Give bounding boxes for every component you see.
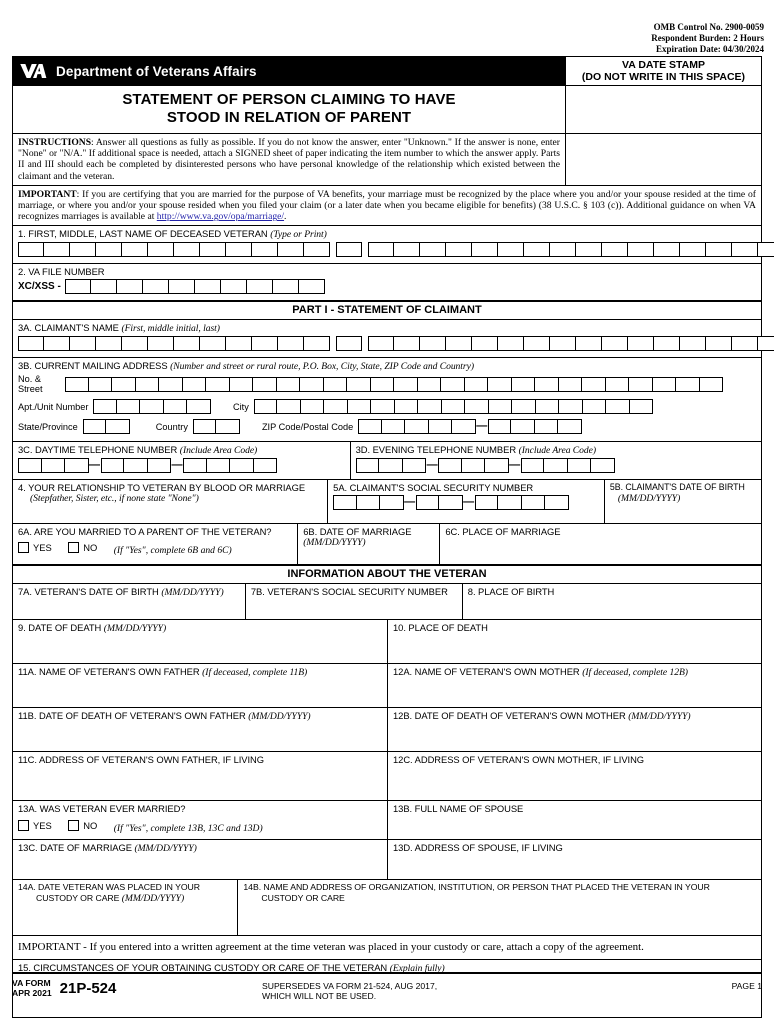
field-5b-entry-area[interactable]	[610, 504, 757, 518]
field-13b-label: 13B. FULL NAME OF SPOUSE	[393, 803, 524, 815]
field-9-label: 9. DATE OF DEATH	[18, 622, 102, 634]
field-6b-date-of-marriage	[297, 524, 439, 564]
field-12b-hint: (MM/DD/YYYY)	[628, 711, 691, 723]
claimant-ssn-serial-input[interactable]	[475, 495, 569, 510]
evening-phone-area-input[interactable]	[356, 458, 427, 473]
field-11a-caption	[18, 666, 383, 678]
field-4-label: 4. YOUR RELATIONSHIP TO VETERAN BY BLOOD OR MARRIAGE	[18, 482, 306, 494]
footer-va-form-line2: APR 2021	[12, 988, 52, 998]
field-13a-no-option[interactable]	[68, 820, 97, 831]
field-13a-options	[18, 814, 383, 836]
field-7a-label: 7A. VETERAN'S DATE OF BIRTH	[18, 586, 159, 598]
field-13d-label: 13D. ADDRESS OF SPOUSE, IF LIVING	[393, 842, 563, 854]
veteran-info-banner: INFORMATION ABOUT THE VETERAN	[13, 565, 761, 584]
address-apt-city-row	[18, 397, 757, 417]
field-13a-yes-label: YES	[33, 820, 52, 832]
field-5b-claimant-dob	[604, 480, 761, 523]
field-7b-label: 7B. VETERAN'S SOCIAL SECURITY NUMBER	[250, 586, 448, 598]
va-file-prefix: XC/XSS -	[18, 281, 61, 293]
form-title	[13, 86, 565, 133]
field-6a-hint: (If "Yes", complete 6B and 6C)	[113, 545, 232, 557]
veteran-middle-initial-input[interactable]	[336, 242, 362, 257]
field-13b-entry-area[interactable]	[393, 814, 757, 836]
field-14a-label-line1: 14A. DATE VETERAN WAS PLACED IN YOUR	[18, 882, 200, 893]
field-3d-label: 3D. EVENING TELEPHONE NUMBER	[355, 444, 517, 456]
field-11a-label: 11A. NAME OF VETERAN'S OWN FATHER	[18, 666, 200, 678]
field-3a-claimant-name	[13, 320, 761, 357]
date-stamp-note: (DO NOT WRITE IN THIS SPACE)	[581, 71, 746, 83]
checkbox-icon[interactable]	[68, 820, 79, 831]
field-13c-caption	[18, 842, 383, 854]
field-14b-placing-organization	[237, 880, 761, 935]
field-3d-hint: (Include Area Code)	[518, 445, 596, 457]
field-12c-entry-area[interactable]	[393, 765, 757, 797]
field-14a-entry-area[interactable]	[18, 904, 233, 932]
important-marriage-note	[13, 186, 761, 227]
field-row-6	[13, 524, 761, 565]
field-6c-label: 6C. PLACE OF MARRIAGE	[445, 526, 561, 538]
field-9-hint: (MM/DD/YYYY)	[103, 623, 167, 635]
instructions-text	[13, 134, 565, 185]
field-12a-caption	[393, 666, 757, 678]
field-12b-caption	[393, 710, 757, 722]
field-row-3c-3d	[13, 442, 761, 480]
address-state-country-zip-row	[18, 417, 757, 437]
field-3c-hint: (Include Area Code)	[179, 445, 258, 457]
field-13c-entry-area[interactable]	[18, 854, 383, 876]
field-7a-veteran-dob	[13, 584, 245, 619]
field-13c-hint: (MM/DD/YYYY)	[134, 843, 197, 855]
field-3b-mailing-address	[13, 358, 761, 441]
field-12a-hint: (If deceased, complete 12B)	[582, 667, 688, 679]
field-2-va-file-number	[13, 264, 761, 300]
important-body-2: .	[284, 211, 287, 223]
field-14b-label-line2: CUSTODY OR CARE	[261, 893, 345, 904]
field-7a-entry-area[interactable]	[18, 598, 241, 616]
agency-banner	[13, 57, 565, 85]
field-12a-veteran-mother-name	[387, 664, 761, 707]
country-label: Country	[155, 421, 188, 432]
field-6a-options	[18, 537, 293, 558]
apt-unit-input[interactable]	[93, 399, 211, 414]
field-14a-custody-date	[13, 880, 237, 935]
city-input[interactable]	[254, 399, 654, 414]
field-6b-entry-area[interactable]	[303, 548, 435, 558]
state-province-input[interactable]	[83, 419, 130, 434]
veteran-first-name-input[interactable]	[18, 242, 330, 257]
field-row-13a-13b	[13, 801, 761, 840]
va-seal-icon	[19, 62, 47, 80]
claimant-ssn-area-input[interactable]	[333, 495, 404, 510]
expiration-date: Expiration Date: 04/30/2024	[656, 44, 764, 54]
footer-va-form-label	[12, 978, 52, 998]
field-1-hint: (Type or Print)	[270, 229, 327, 241]
zip-plus4-input[interactable]	[488, 419, 582, 434]
field-11b-caption	[18, 710, 383, 722]
field-3c-comb-row	[18, 456, 346, 476]
field-6a-yes-option[interactable]	[18, 542, 52, 553]
field-12c-label: 12C. ADDRESS OF VETERAN'S OWN MOTHER, IF LIVING	[393, 754, 645, 766]
state-label: State/Province	[18, 421, 78, 432]
zip-code-input[interactable]	[358, 419, 476, 434]
field-row-1	[13, 226, 761, 264]
field-6a-no-label: NO	[83, 542, 98, 554]
apt-label: Apt./Unit Number	[18, 401, 89, 412]
street-label	[18, 374, 60, 394]
field-row-4-5a-5b	[13, 480, 761, 524]
important-custody-row	[13, 936, 761, 960]
instructions-label: INSTRUCTIONS	[18, 137, 92, 148]
daytime-phone-line-input[interactable]	[183, 458, 277, 473]
city-label: City	[232, 401, 249, 412]
field-6b-hint: (MM/DD/YYYY)	[303, 537, 366, 549]
field-7b-veteran-ssn	[245, 584, 462, 619]
field-13b-spouse-name	[387, 801, 761, 839]
claimant-last-name-input[interactable]	[368, 336, 774, 351]
field-5b-label: 5B. CLAIMANT'S DATE OF BIRTH	[609, 482, 745, 493]
field-row-3a	[13, 320, 761, 358]
country-input[interactable]	[193, 419, 240, 434]
field-12b-label: 12B. DATE OF DEATH OF VETERAN'S OWN MOTHER	[393, 710, 626, 722]
important-custody-text: IMPORTANT - If you entered into a written agreement at the time veteran was placed in your custody or care, attach a copy of the agreement.	[18, 941, 644, 954]
street-address-input[interactable]	[65, 377, 723, 392]
field-row-2	[13, 264, 761, 301]
address-street-row	[18, 372, 757, 397]
field-1-label: 1. FIRST, MIDDLE, LAST NAME OF DECEASED VETERAN	[18, 228, 268, 240]
field-10-place-of-death	[387, 620, 761, 663]
field-3c-daytime-phone	[13, 442, 350, 479]
field-8-label: 8. PLACE OF BIRTH	[467, 586, 555, 598]
va-date-stamp-header	[565, 57, 761, 85]
field-14a-hint: (MM/DD/YYYY)	[121, 893, 185, 905]
field-3d-caption	[356, 444, 757, 456]
checkbox-icon[interactable]	[18, 820, 29, 831]
footer-supersedes-line1: SUPERSEDES VA FORM 21-524, AUG 2017,	[262, 981, 438, 991]
field-13d-entry-area[interactable]	[393, 853, 757, 875]
field-3c-label: 3C. DAYTIME TELEPHONE NUMBER	[18, 444, 178, 456]
field-3a-comb-row	[18, 334, 757, 354]
field-13c-label: 13C. DATE OF MARRIAGE	[18, 842, 132, 854]
checkbox-icon[interactable]	[68, 542, 79, 553]
field-3b-caption	[18, 360, 757, 372]
field-11c-entry-area[interactable]	[18, 765, 383, 797]
field-10-entry-area[interactable]	[393, 633, 757, 659]
field-3b-label: 3B. CURRENT MAILING ADDRESS	[18, 360, 168, 372]
field-12b-mother-date-of-death	[387, 708, 761, 751]
field-9-caption	[18, 622, 383, 634]
evening-phone-prefix-input[interactable]	[438, 458, 509, 473]
instructions-row	[13, 134, 761, 186]
footer-supersedes	[132, 978, 732, 1001]
field-15-hint: (Explain fully)	[389, 963, 445, 975]
field-6c-place-of-marriage	[439, 524, 761, 564]
omb-control-number: OMB Control No. 2900-0059	[653, 22, 764, 32]
field-11a-entry-area[interactable]	[18, 678, 383, 704]
field-3a-caption	[18, 322, 757, 334]
footer-form-number: 21P-524	[59, 980, 117, 997]
field-12c-mother-address	[387, 752, 761, 800]
field-6a-no-option[interactable]	[68, 542, 97, 553]
masthead	[13, 57, 761, 86]
field-10-label: 10. PLACE OF DEATH	[393, 622, 488, 634]
important-body-1: : If you are certifying that you are married for the purpose of VA benefits, your marriage must be recognized by the place where you and/or your spouse resided at the time of marriage, or where you and/or your spouse resided when you filed your claim (or a later date when you became eligible for benefits) (38 U.S.C. § 103 (c)). Additional guidance on when VA recognizes marriages is available at	[18, 188, 756, 223]
title-band	[13, 86, 761, 134]
field-1-comb-row	[18, 240, 757, 260]
field-1-deceased-veteran-name	[13, 226, 761, 263]
field-14b-label-line1: 14B. NAME AND ADDRESS OF ORGANIZATION, INSTITUTION, OR PERSON THAT PLACED THE VETERAN IN YOUR	[243, 882, 710, 893]
field-5a-claimant-ssn	[327, 480, 604, 523]
date-stamp-area-upper	[565, 86, 761, 133]
field-13a-hint: (If "Yes", complete 13B, 13C and 13D)	[113, 823, 263, 835]
field-7a-hint: (MM/DD/YYYY)	[161, 587, 224, 599]
form-title-line1: STATEMENT OF PERSON CLAIMING TO HAVE	[122, 91, 456, 108]
marriage-guidance-link[interactable]: http://www.va.gov/opa/marriage/	[156, 211, 285, 223]
street-label-line1: No. &	[18, 374, 41, 385]
respondent-burden: Respondent Burden: 2 Hours	[651, 33, 764, 43]
agency-name: Department of Veterans Affairs	[56, 63, 257, 79]
field-11b-father-date-of-death	[13, 708, 387, 751]
field-6c-entry-area[interactable]	[445, 537, 757, 561]
field-2-comb-row	[18, 277, 757, 297]
checkbox-icon[interactable]	[18, 542, 29, 553]
field-11b-hint: (MM/DD/YYYY)	[248, 711, 311, 723]
field-4-relationship	[13, 480, 327, 523]
field-12a-entry-area[interactable]	[393, 678, 757, 704]
field-11b-entry-area[interactable]	[18, 722, 383, 748]
field-4-hint: (Stepfather, Sister, etc., if none state "None")	[30, 493, 199, 505]
field-11c-label: 11C. ADDRESS OF VETERAN'S OWN FATHER, IF LIVING	[18, 754, 265, 766]
field-15-label: 15. CIRCUMSTANCES OF YOUR OBTAINING CUSTODY OR CARE OF THE VETERAN	[18, 962, 388, 974]
form-body	[12, 56, 762, 1018]
page-footer	[12, 972, 762, 1001]
field-13a-veteran-ever-married	[13, 801, 387, 839]
field-13d-spouse-address	[387, 840, 761, 879]
veteran-last-name-input[interactable]	[368, 242, 774, 257]
field-5b-hint: (MM/DD/YYYY)	[617, 493, 681, 505]
footer-supersedes-line2: WHICH WILL NOT BE USED.	[262, 991, 377, 1001]
field-7a-caption	[18, 586, 241, 598]
field-row-7-8	[13, 584, 761, 620]
field-row-11c-12c	[13, 752, 761, 801]
evening-phone-line-input[interactable]	[521, 458, 615, 473]
field-11c-father-address	[13, 752, 387, 800]
field-6a-married-to-parent	[13, 524, 297, 564]
important-label: IMPORTANT	[18, 188, 77, 200]
field-row-11b-12b	[13, 708, 761, 752]
field-5a-label: 5A. CLAIMANT'S SOCIAL SECURITY NUMBER	[333, 482, 534, 494]
field-3c-caption	[18, 444, 346, 456]
ssn-dash-2: —	[463, 496, 475, 509]
daytime-phone-dash-2: —	[171, 459, 183, 472]
field-3d-evening-phone	[350, 442, 761, 479]
field-3d-comb-row	[356, 456, 757, 476]
field-14a-label-line2: CUSTODY OR CARE	[36, 893, 120, 904]
footer-form-id	[12, 978, 132, 998]
ssn-dash-1: —	[404, 496, 416, 509]
zip-label: ZIP Code/Postal Code	[261, 421, 354, 432]
field-3b-hint: (Number and street or rural route, P.O. Box, City, State, ZIP Code and Country)	[170, 361, 474, 373]
va-file-number-input[interactable]	[65, 279, 325, 294]
field-row-13c-13d	[13, 840, 761, 880]
field-13a-no-label: NO	[83, 820, 98, 832]
form-title-line2: STOOD IN RELATION OF PARENT	[166, 109, 412, 126]
field-row-9-10	[13, 620, 761, 664]
field-4-entry-area[interactable]	[18, 504, 323, 520]
field-6a-label: 6A. ARE YOU MARRIED TO A PARENT OF THE VETERAN?	[18, 526, 272, 538]
field-11a-veteran-father-name	[13, 664, 387, 707]
field-5a-comb-row	[333, 493, 600, 513]
field-row-11a-12a	[13, 664, 761, 708]
daytime-phone-area-input[interactable]	[18, 458, 89, 473]
evening-phone-dash-1: —	[426, 459, 438, 472]
important-custody-cell	[13, 936, 761, 959]
field-12a-label: 12A. NAME OF VETERAN'S OWN MOTHER	[393, 666, 580, 678]
field-7b-entry-area[interactable]	[251, 597, 458, 615]
claimant-first-name-input[interactable]	[18, 336, 330, 351]
daytime-phone-prefix-input[interactable]	[101, 458, 172, 473]
field-13c-date-of-marriage	[13, 840, 387, 879]
field-11a-hint: (If deceased, complete 11B)	[202, 667, 308, 679]
field-11b-label: 11B. DATE OF DEATH OF VETERAN'S OWN FATHER	[18, 710, 246, 722]
field-6a-yes-label: YES	[33, 542, 52, 554]
field-3a-hint: (First, middle initial, last)	[121, 323, 220, 335]
field-14b-entry-area[interactable]	[243, 904, 757, 932]
field-row-14a-14b	[13, 880, 761, 936]
footer-va-form-line1: VA FORM	[12, 978, 51, 988]
field-2-label: 2. VA FILE NUMBER	[18, 266, 105, 278]
field-1-caption	[18, 228, 757, 240]
date-stamp-title: VA DATE STAMP	[621, 59, 706, 71]
field-14a-caption-line2	[18, 893, 233, 904]
instructions-body: : Answer all questions as fully as possible. If you do not know the answer, enter "Unknown." If the answer is none, enter "None" or "N/A." If additional space is needed, attach a SIGNED sheet of paper indicating the item number to which the answer apply. Parts II and III should each be completed by disinterested persons who have personal knowledge of the relationship which existed between the claimant and the veteran.	[18, 137, 560, 182]
part-1-banner: PART I - STATEMENT OF CLAIMANT	[13, 301, 761, 320]
field-row-3b	[13, 358, 761, 442]
field-8-place-of-birth	[462, 584, 761, 619]
field-13a-label: 13A. WAS VETERAN EVER MARRIED?	[18, 803, 186, 815]
omb-header-block	[651, 22, 764, 55]
claimant-ssn-group-input[interactable]	[416, 495, 463, 510]
field-12b-entry-area[interactable]	[393, 722, 757, 748]
field-9-entry-area[interactable]	[18, 634, 383, 660]
field-13a-yes-option[interactable]	[18, 820, 52, 831]
evening-phone-dash-2: —	[509, 459, 521, 472]
street-label-line2: Street	[18, 384, 43, 395]
field-9-date-of-death	[13, 620, 387, 663]
field-3a-label: 3A. CLAIMANT'S NAME	[18, 322, 119, 334]
footer-page-number: PAGE 1	[731, 981, 762, 991]
field-6b-label: 6B. DATE OF MARRIAGE	[303, 526, 412, 538]
date-stamp-area-lower	[565, 134, 761, 185]
claimant-middle-initial-input[interactable]	[336, 336, 362, 351]
field-8-entry-area[interactable]	[468, 597, 757, 615]
zip-dash: —	[476, 420, 488, 433]
daytime-phone-dash-1: —	[89, 459, 100, 472]
